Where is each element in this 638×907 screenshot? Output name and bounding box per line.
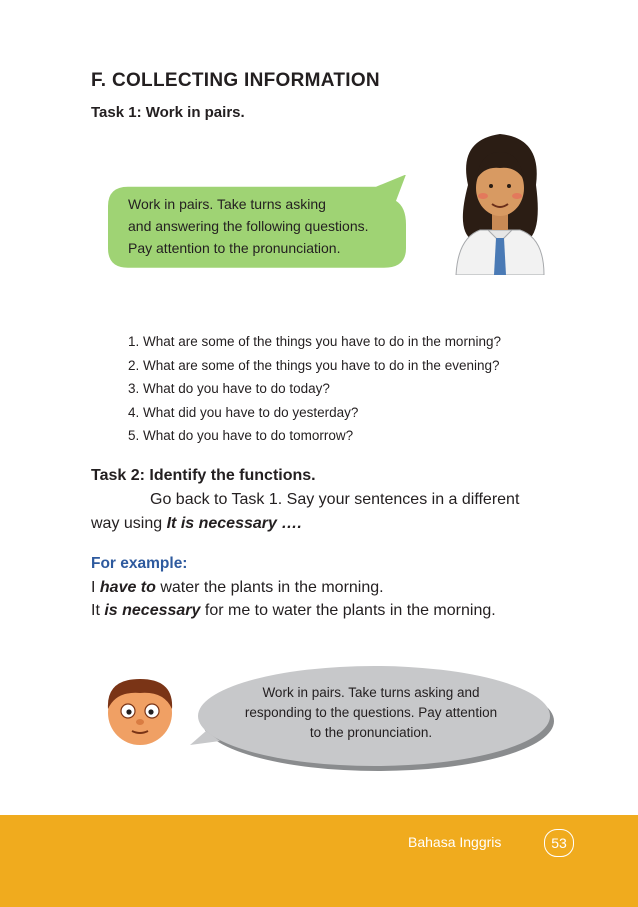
gray-bubble-text: [218, 683, 524, 743]
emphasis-text: have to: [99, 579, 156, 596]
text-span: water the plants in the morning.: [155, 579, 384, 596]
book-title: Bahasa Inggris: [408, 834, 502, 850]
list-item: 2. What are some of the things you have to do in the evening?: [128, 357, 500, 373]
text-span: I: [91, 579, 100, 596]
text-span: for me to water the plants in the morning.: [200, 602, 496, 619]
boy-face-illustration: [100, 675, 180, 747]
task2-instruction-line2: [91, 513, 302, 535]
list-item: 1. What are some of the things you have to do in the morning?: [128, 334, 501, 349]
footer-bar: [0, 815, 638, 907]
bubble-line: Work in pairs. Take turns asking: [128, 196, 326, 212]
emphasis-text: is necessary: [104, 602, 201, 619]
bubble-line: responding to the questions. Pay attention: [244, 705, 498, 720]
example-heading: For example:: [91, 555, 188, 572]
task2-instruction-line1: Go back to Task 1. Say your sentences in a different: [150, 491, 520, 508]
list-item: 5. What do you have to do tomorrow?: [128, 428, 354, 443]
bubble-line: Pay attention to the pronunciation.: [128, 240, 341, 256]
list-item: 4. What did you have to do yesterday?: [128, 404, 359, 420]
page-number: 53: [544, 829, 574, 857]
list-item: 3. What do you have to do today?: [128, 381, 330, 396]
example-sentence-1: [91, 577, 384, 599]
girl-student-illustration: [450, 130, 550, 275]
example-sentence-2: [91, 600, 496, 622]
emphasis-text: It is necessary ….: [166, 515, 302, 532]
section-title: F. COLLECTING INFORMATION: [91, 70, 380, 91]
bubble-line: and answering the following questions.: [128, 218, 369, 234]
text-span: way using: [91, 515, 167, 532]
bubble-line: Work in pairs. Take turns asking and: [262, 685, 480, 700]
question-list: [128, 330, 501, 448]
task2-title: Task 2: Identify the functions.: [91, 467, 316, 484]
bubble-line: to the pronunciation.: [309, 725, 433, 740]
green-bubble-text: [128, 193, 418, 259]
text-span: It: [91, 602, 105, 619]
task1-title: Task 1: Work in pairs.: [91, 104, 245, 121]
